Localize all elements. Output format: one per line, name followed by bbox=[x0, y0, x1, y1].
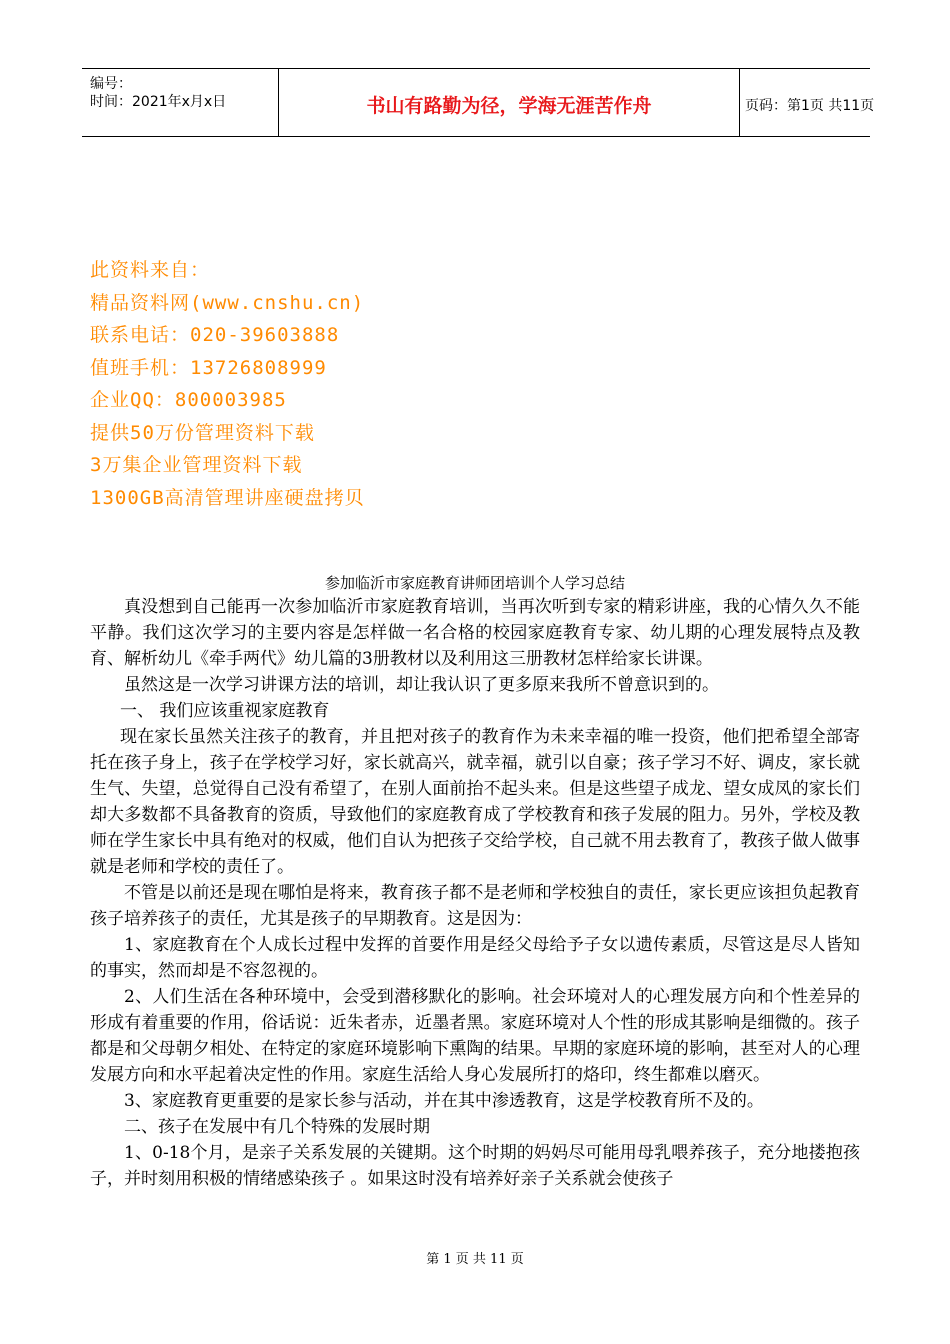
document-body bbox=[90, 594, 860, 1192]
page-info: 页码：第1页 共11页 bbox=[745, 98, 875, 114]
ad-line-website[interactable]: 精品资料网(www.cnshu.cn) bbox=[90, 291, 365, 314]
list-item: 1、0-18个月，是亲子关系发展的关键期。这个时期的妈妈尽可能用母乳喂养孩子，充分地搂抱孩子，并时刻用积极的情绪感染孩子 。如果这时没有培养好亲子关系就会使孩子 bbox=[90, 1143, 860, 1189]
paragraph: 现在家长虽然关注孩子的教育，并且把对孩子的教育作为未来幸福的唯一投资，他们把希望全部寄托在孩子身上，孩子在学校学习好，家长就高兴，就幸福，就引以自豪；孩子学习不好、调皮，家长就生气、失望，总觉得自己没有希望了，在别人面前抬不起头来。但是这些望子成龙、望女成凤的家长们却大多数都不具备教育的资质，导致他们的家庭教育成了学校教育和孩子发展的阻力。另外，学校及教师在学生家长中具有绝对的权威，他们自认为把孩子交给学校，自己就不用去教育了，教孩子做人做事就是老师和学校的责任了。 bbox=[90, 727, 860, 877]
list-item: 1、家庭教育在个人成长过程中发挥的首要作用是经父母给予子女以遗传素质，尽管这是尽人皆知的事实，然而却是不容忽视的。 bbox=[90, 935, 860, 981]
ad-line-mobile: 值班手机：13726808999 bbox=[90, 356, 327, 379]
ad-line: 1300GB高清管理讲座硬盘拷贝 bbox=[90, 486, 365, 509]
ad-block bbox=[90, 254, 365, 514]
paragraph: 真没想到自己能再一次参加临沂市家庭教育培训，当再次听到专家的精彩讲座，我的心情久久不能平静。我们这次学习的主要内容是怎样做一名合格的校园家庭教育专家、幼儿期的心理发展特点及教育、解析幼儿《牵手两代》幼儿篇的3册教材以及利用这三册教材怎样给家长讲课。 bbox=[90, 597, 860, 669]
section-heading: 一、 我们应该重视家庭教育 bbox=[120, 701, 330, 721]
ad-line: 提供50万份管理资料下载 bbox=[90, 421, 315, 444]
paragraph: 不管是以前还是现在哪怕是将来，教育孩子都不是老师和学校独自的责任，家长更应该担负起教育孩子培养孩子的责任，尤其是孩子的早期教育。这是因为： bbox=[90, 883, 860, 929]
paragraph: 虽然这是一次学习讲课方法的培训，却让我认识了更多原来我所不曾意识到的。 bbox=[124, 675, 719, 695]
header-table bbox=[82, 68, 875, 137]
time-label: 时间：2021年x月x日 bbox=[90, 94, 227, 110]
header-page-cell bbox=[739, 69, 875, 136]
list-item: 2、人们生活在各种环境中，会受到潜移默化的影响。社会环境对人的心理发展方向和个性差异的形成有着重要的作用，俗话说：近朱者赤，近墨者黑。家庭环境对人个性的形成其影响是细微的。孩子都是和父母朝夕相处、在特定的家庭环境影响下熏陶的结果。早期的家庭环境的影响，甚至对人的心理发展方向和水平起着决定性的作用。家庭生活给人身心发展所打的烙印，终生都难以磨灭。 bbox=[90, 987, 860, 1085]
page-footer: 第 1 页 共 11 页 bbox=[426, 1252, 524, 1267]
header-meta-cell bbox=[82, 69, 278, 136]
document-title: 参加临沂市家庭教育讲师团培训个人学习总结 bbox=[324, 574, 625, 592]
ad-line-qq: 企业QQ：800003985 bbox=[90, 389, 287, 411]
number-label: 编号： bbox=[90, 76, 132, 92]
ad-line: 此资料来自： bbox=[90, 259, 211, 281]
ad-line-phone: 联系电话：020-39603888 bbox=[90, 324, 340, 346]
list-item: 3、家庭教育更重要的是家长参与活动，并在其中渗透教育，这是学校教育所不及的。 bbox=[124, 1091, 764, 1111]
motto: 书山有路勤为径，学海无涯苦作舟 bbox=[366, 95, 652, 117]
header-motto-cell bbox=[278, 69, 740, 136]
section-heading: 二、孩子在发展中有几个特殊的发展时期 bbox=[124, 1117, 430, 1137]
ad-line: 3万集企业管理资料下载 bbox=[90, 454, 303, 476]
